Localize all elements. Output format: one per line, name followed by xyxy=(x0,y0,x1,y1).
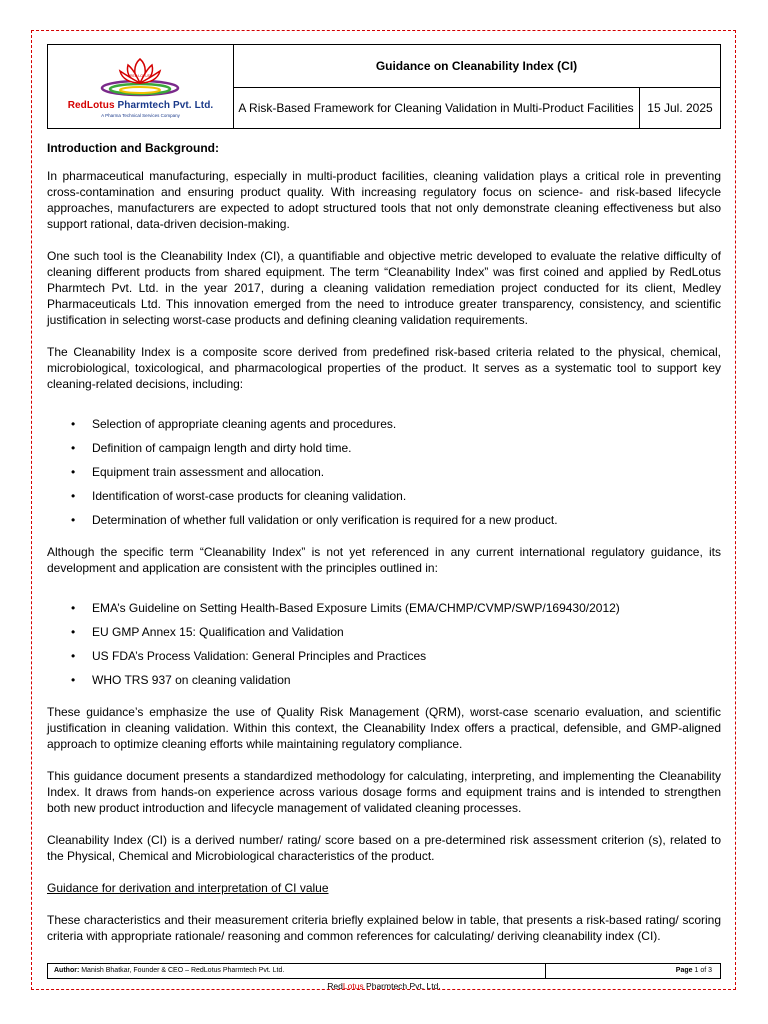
document-body xyxy=(47,140,721,960)
document-title: Guidance on Cleanability Index (CI) xyxy=(233,45,720,88)
bullet-icon: • xyxy=(71,441,76,455)
company-name: RedLotus Pharmtech Pvt. Ltd. xyxy=(67,100,214,111)
intro-heading: Introduction and Background: xyxy=(47,141,219,155)
footer-company-name: RedLotus Pharmtech Pvt. Ltd. xyxy=(327,981,441,991)
list-item: • Identification of worst-case products for cleaning validation. xyxy=(71,489,407,503)
logo-cell xyxy=(48,45,234,128)
paragraph-1: In pharmaceutical manufacturing, especially in multi-product facilities, cleaning validation plays a critical role in preventing cross-contamination and ensuring product quality. With increasing regulatory focus on science- and risk-based lifecycle approaches, manufacturers are expected to adopt structured tools that not only demonstrate cleaning effectiveness but also support rational, data-driven decision-making. xyxy=(47,169,721,231)
list-item: • Definition of campaign length and dirty hold time. xyxy=(71,441,352,455)
footer-page-number: Page 1 of 3 xyxy=(675,967,712,974)
paragraph-7: Cleanability Index (CI) is a derived number/ rating/ score based on a pre-determined risk assessment criterion (s), related to the Physical, Chemical and Microbiological characteristics of the product. xyxy=(47,833,721,863)
redlotus-logo-icon xyxy=(100,55,180,97)
bullet-icon: • xyxy=(71,489,76,503)
footer-table xyxy=(47,963,721,979)
guidance-heading: Guidance for derivation and interpretation of CI value xyxy=(47,881,329,895)
decisions-list xyxy=(47,416,721,536)
list-item: • EU GMP Annex 15: Qualification and Validation xyxy=(71,625,344,639)
logo-text: RED LOTUS xyxy=(129,74,151,78)
paragraph-5: These guidance’s emphasize the use of Quality Risk Management (QRM), worst-case scenario evaluation, and scientific justification in cleaning validation. Within this context, the Cleanability Index offers a practical, defensible, and GMP-aligned approach to optimize cleaning efforts while maintaining regulatory compliance. xyxy=(47,705,721,751)
paragraph-4: Although the specific term “Cleanability Index” is not yet referenced in any current international regulatory guidance, its development and application are consistent with the principles outlined in: xyxy=(47,545,721,575)
list-item: • US FDA’s Process Validation: General Principles and Practices xyxy=(71,649,427,663)
document-header xyxy=(47,44,721,129)
bullet-icon: • xyxy=(71,649,76,663)
footer-author: Author: Manish Bhatkar, Founder & CEO – RedLotus Pharmtech Pvt. Ltd. xyxy=(48,964,546,978)
paragraph-8: These characteristics and their measurement criteria briefly explained below in table, that presents a risk-based rating/ scoring criteria with appropriate rationale/ reasoning and common references for calculating/ deriving cleanability index (CI). xyxy=(47,913,721,943)
bullet-icon: • xyxy=(71,465,76,479)
list-item: • EMA’s Guideline on Setting Health-Based Exposure Limits (EMA/CHMP/CVMP/SWP/169430/2012) xyxy=(71,601,620,615)
references-list xyxy=(47,600,721,696)
list-item: • Determination of whether full validation or only verification is required for a new product. xyxy=(71,513,558,527)
bullet-icon: • xyxy=(71,673,76,687)
document-subtitle: A Risk-Based Framework for Cleaning Validation in Multi-Product Facilities xyxy=(233,87,640,128)
document-date: 15 Jul. 2025 xyxy=(647,100,713,115)
bullet-icon: • xyxy=(71,601,76,615)
bullet-icon: • xyxy=(71,417,76,431)
bullet-icon: • xyxy=(71,625,76,639)
paragraph-3: The Cleanability Index is a composite score derived from predefined risk-based criteria related to the physical, chemical, microbiological, toxicological, and pharmacological properties of the product. It serves as a systematic tool to support key cleaning-related decisions, including: xyxy=(47,345,721,391)
bullet-icon: • xyxy=(71,513,76,527)
company-tagline: A Pharma Technical Services Company xyxy=(101,113,180,118)
paragraph-6: This guidance document presents a standardized methodology for calculating, interpreting, and implementing the Cleanability Index. It draws from hands-on experience across various dosage forms and equipment trains and is intended to strengthen both new product introduction and lifecycle management of validated cleaning processes. xyxy=(47,769,721,815)
paragraph-2: One such tool is the Cleanability Index (CI), a quantifiable and objective metric developed to evaluate the relative difficulty of cleaning different products from shared equipment. The term “Cleanability Index” was first coined and applied by RedLotus Pharmtech Pvt. Ltd. in the year 2017, during a cleaning validation remediation project conducted for its client, Medley Pharmaceuticals Ltd. This innovation emerged from the need to introduce greater transparency, consistency, and scientific justification in selecting worst-case products and defining cleaning validation requirements. xyxy=(47,249,721,327)
list-item: • WHO TRS 937 on cleaning validation xyxy=(71,673,291,687)
list-item: • Selection of appropriate cleaning agents and procedures. xyxy=(71,417,397,431)
list-item: • Equipment train assessment and allocation. xyxy=(71,465,325,479)
